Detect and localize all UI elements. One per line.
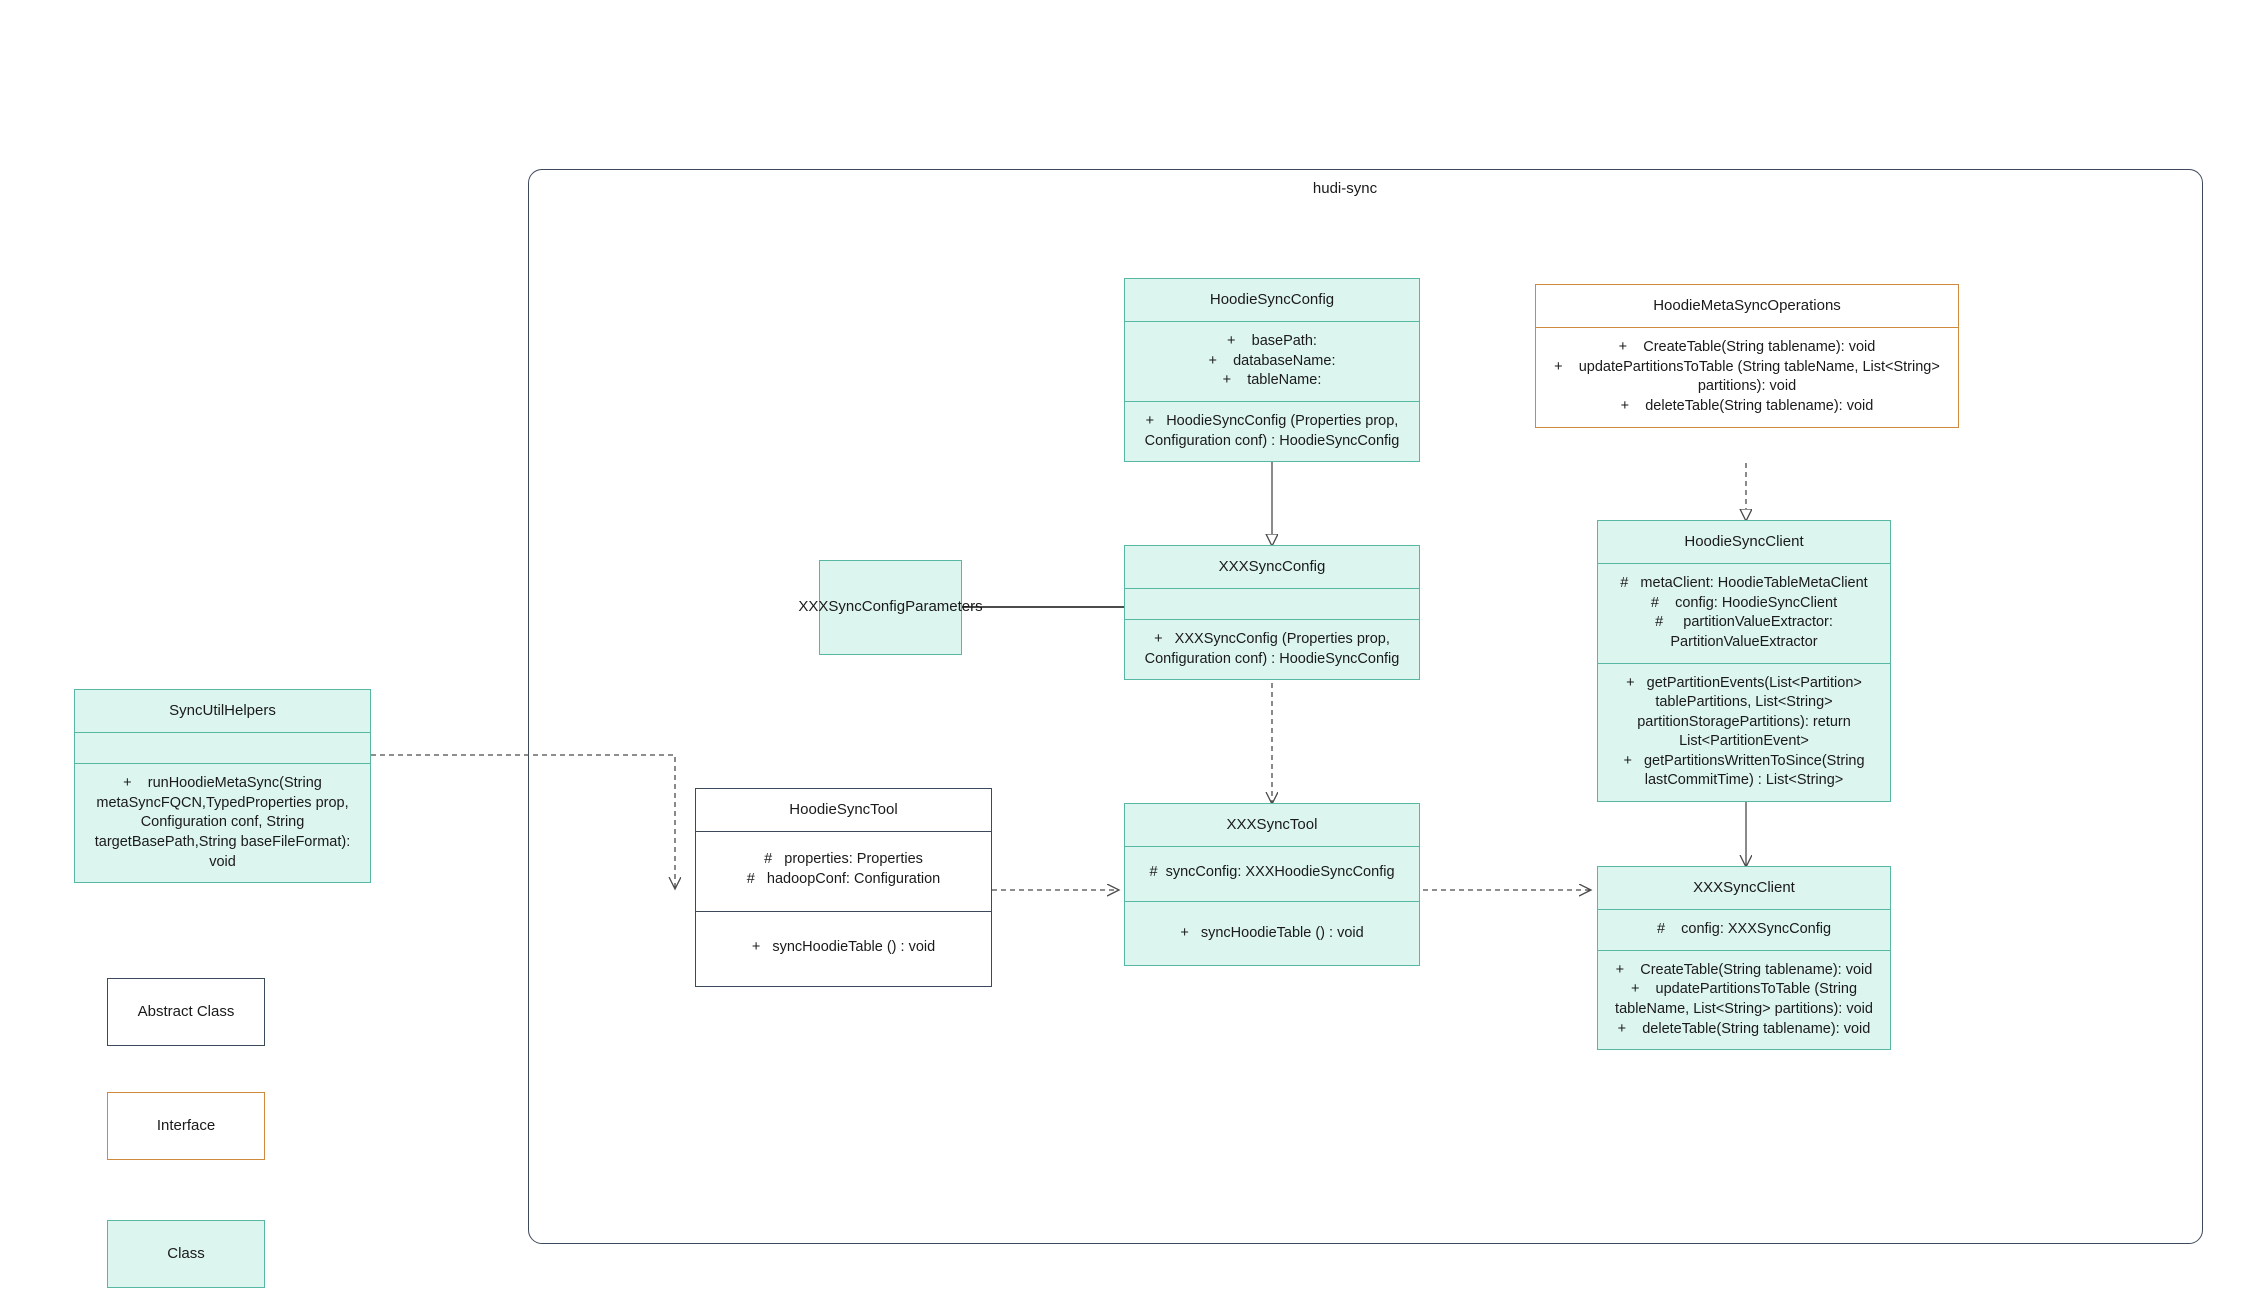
node-hoodie-sync-config[interactable] — [1124, 278, 1420, 462]
node-title: XXXSyncConfigParameters — [798, 598, 983, 616]
method-line: + XXXSyncConfig (Properties prop, Configuration conf) : HoodieSyncConfig — [1144, 631, 1400, 667]
method-line: + deleteTable(String tablename): void — [1617, 1020, 1871, 1037]
node-methods — [1536, 327, 1958, 426]
node-xxx-sync-config[interactable] — [1124, 545, 1420, 680]
attribute-line: + basePath: — [1227, 333, 1317, 350]
node-methods — [1125, 619, 1419, 679]
attribute-line: # syncConfig: XXXHoodieSyncConfig — [1149, 864, 1395, 881]
node-hoodie-sync-client[interactable] — [1597, 520, 1891, 802]
node-hoodie-meta-sync-operations[interactable] — [1535, 284, 1959, 428]
node-sync-util-helpers[interactable] — [74, 689, 371, 883]
attribute-line: + databaseName: — [1208, 352, 1336, 369]
node-attributes — [1125, 321, 1419, 401]
node-xxx-sync-tool[interactable] — [1124, 803, 1420, 966]
method-line: + CreateTable(String tablename): void — [1618, 339, 1876, 356]
node-xxx-sync-config-parameters[interactable] — [798, 560, 983, 655]
attribute-line: # config: HoodieSyncClient — [1650, 594, 1838, 611]
node-methods — [75, 763, 370, 882]
node-hoodie-sync-tool[interactable] — [695, 788, 992, 987]
node-title: XXXSyncClient — [1693, 879, 1795, 896]
attribute-line: # metaClient: HoodieTableMetaClient — [1620, 575, 1868, 592]
legend-label: Class — [167, 1244, 205, 1262]
node-xxx-sync-client[interactable] — [1597, 866, 1891, 1050]
method-line: + getPartitionsWrittenToSince(String lastCommitTime) : List<String> — [1623, 752, 1869, 789]
method-line: + deleteTable(String tablename): void — [1620, 397, 1874, 414]
node-title: XXXSyncTool — [1226, 816, 1318, 833]
legend-label: Interface — [156, 1116, 216, 1134]
method-line: + updatePartitionsToTable (String tableName, List<String> partitions): void — [1554, 358, 1944, 395]
node-attributes — [75, 732, 370, 763]
node-methods — [1125, 401, 1419, 461]
node-methods — [1598, 950, 1890, 1049]
node-attributes — [696, 831, 991, 911]
method-line: + runHoodieMetaSync(String metaSyncFQCN,TypedProperties prop, Configuration conf, String targetBasePath,String baseFileFormat): void — [94, 775, 355, 870]
node-attributes — [1125, 846, 1419, 901]
node-attributes — [1125, 588, 1419, 619]
method-line: + HoodieSyncConfig (Properties prop, Configuration conf) : HoodieSyncConfig — [1144, 412, 1403, 449]
legend-abstract-class — [107, 978, 265, 1046]
node-methods — [1598, 663, 1890, 801]
node-title: HoodieSyncClient — [1684, 533, 1804, 550]
method-line: + CreateTable(String tablename): void — [1615, 961, 1873, 978]
node-title: SyncUtilHelpers — [169, 702, 276, 719]
node-title: HoodieSyncTool — [789, 801, 898, 818]
node-attributes — [1598, 563, 1890, 662]
legend-class — [107, 1220, 265, 1288]
legend-label: Abstract Class — [137, 1002, 235, 1020]
package-container-label: hudi-sync — [1312, 180, 1378, 197]
method-line: + syncHoodieTable () : void — [751, 939, 936, 956]
node-methods — [696, 911, 991, 986]
node-methods — [1125, 901, 1419, 966]
attribute-line: + tableName: — [1222, 372, 1322, 389]
attribute-line: # hadoopConf: Configuration — [746, 870, 941, 887]
method-line: + syncHoodieTable () : void — [1180, 924, 1364, 941]
legend-interface — [107, 1092, 265, 1160]
method-line: + getPartitionEvents(List<Partition> tablePartitions, List<String> partitionStoragePartitions): return List<PartitionEvent> — [1626, 674, 1866, 750]
attribute-line: # properties: Properties — [764, 851, 923, 868]
attribute-line: # config: XXXSyncConfig — [1656, 921, 1832, 938]
node-title: HoodieSyncConfig — [1209, 291, 1335, 308]
node-title: XXXSyncConfig — [1218, 558, 1326, 575]
node-attributes — [1598, 909, 1890, 950]
method-line: + updatePartitionsToTable (String tableName, List<String> partitions): void — [1615, 981, 1873, 1017]
attribute-line: # partitionValueExtractor: PartitionValueExtractor — [1655, 614, 1837, 650]
node-title: HoodieMetaSyncOperations — [1653, 297, 1841, 314]
